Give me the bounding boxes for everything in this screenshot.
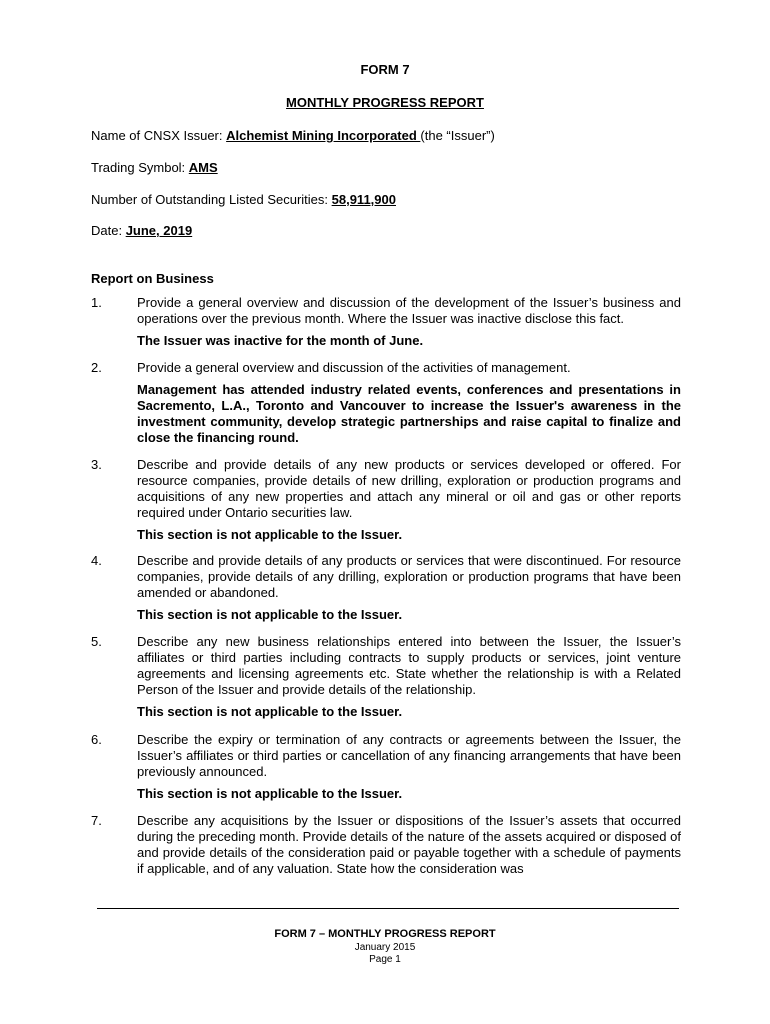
item-answer: The Issuer was inactive for the month of June. [137,333,424,348]
issuer-label: Name of CNSX Issuer: [91,128,227,143]
report-item-4 [91,553,681,623]
item-question: Describe and provide details of any new products or services developed or offered. For resource companies, provide details of new drilling, exploration or production programs and acquisitions of any new properties and attach any mineral or oil and gas or other reports required under Ontario securities law. [137,457,681,520]
item-question: Describe the expiry or termination of any contracts or agreements between the Issuer, the Issuer’s affiliates or third parties or cancellation of any financing arrangements that have been previously announced. [137,732,681,779]
issuer-field [91,128,495,144]
report-item-6 [91,732,681,802]
item-question: Provide a general overview and discussion of the activities of management. [137,360,571,375]
section-heading: Report on Business [91,271,214,286]
securities-value: 58,911,900 [331,192,396,207]
item-number: 4. [91,553,102,568]
item-number: 1. [91,295,102,310]
symbol-value: AMS [188,160,218,175]
item-question: Describe any acquisitions by the Issuer or dispositions of the Issuer’s assets that occurred during the preceding month. Provide details of the nature of the assets acquired or disposed of and provide details of the consideration paid or payable together with a schedule of payments if applicable, and of any valuation. State how the consideration was [137,813,681,876]
item-answer: This section is not applicable to the Issuer. [137,786,403,801]
item-number: 6. [91,732,102,747]
item-answer: Management has attended industry related events, conferences and presentations in Sacremento, L.A., Toronto and Vancouver to increase the Issuer's awareness in the investment community, develop strategic partnerships and raise capital to finalize and close the financing round. [137,382,681,445]
report-item-1 [91,295,681,349]
report-title: MONTHLY PROGRESS REPORT [286,95,484,110]
issuer-suffix: (the “Issuer”) [420,128,495,143]
item-answer: This section is not applicable to the Issuer. [137,607,403,622]
symbol-label: Trading Symbol: [91,160,189,175]
report-item-7 [91,813,681,877]
date-label: Date: [91,223,126,238]
report-item-5 [91,634,681,720]
item-answer: This section is not applicable to the Issuer. [137,704,403,719]
form-title: FORM 7 [360,62,410,77]
footer-divider [97,908,679,909]
footer-date: January 2015 [354,942,416,953]
item-number: 2. [91,360,102,375]
item-question: Describe and provide details of any products or services that were discontinued. For resource companies, provide details of any drilling, exploration or production programs that have been amended or abandoned. [137,553,681,600]
issuer-name: Alchemist Mining Incorporated [226,128,421,143]
item-question: Describe any new business relationships entered into between the Issuer, the Issuer’s affiliates or third parties including contracts to supply products or services, joint venture agreements and licensing agreements etc. State whether the relationship is with a Related Person of the Issuer and provide details of the relationship. [137,634,681,697]
date-field [91,223,192,239]
securities-label: Number of Outstanding Listed Securities: [91,192,332,207]
item-number: 5. [91,634,102,649]
footer-page-number: Page 1 [369,954,401,965]
symbol-field [91,160,218,176]
item-number: 3. [91,457,102,472]
item-question: Provide a general overview and discussion of the development of the Issuer’s business and operations over the previous month. Where the Issuer was inactive disclose this fact. [137,295,681,326]
item-number: 7. [91,813,102,828]
report-item-3 [91,457,681,543]
item-answer: This section is not applicable to the Issuer. [137,527,403,542]
report-item-2 [91,360,681,446]
footer-title: FORM 7 – MONTHLY PROGRESS REPORT [274,928,496,940]
date-value: June, 2019 [125,223,193,238]
securities-field [91,192,396,208]
